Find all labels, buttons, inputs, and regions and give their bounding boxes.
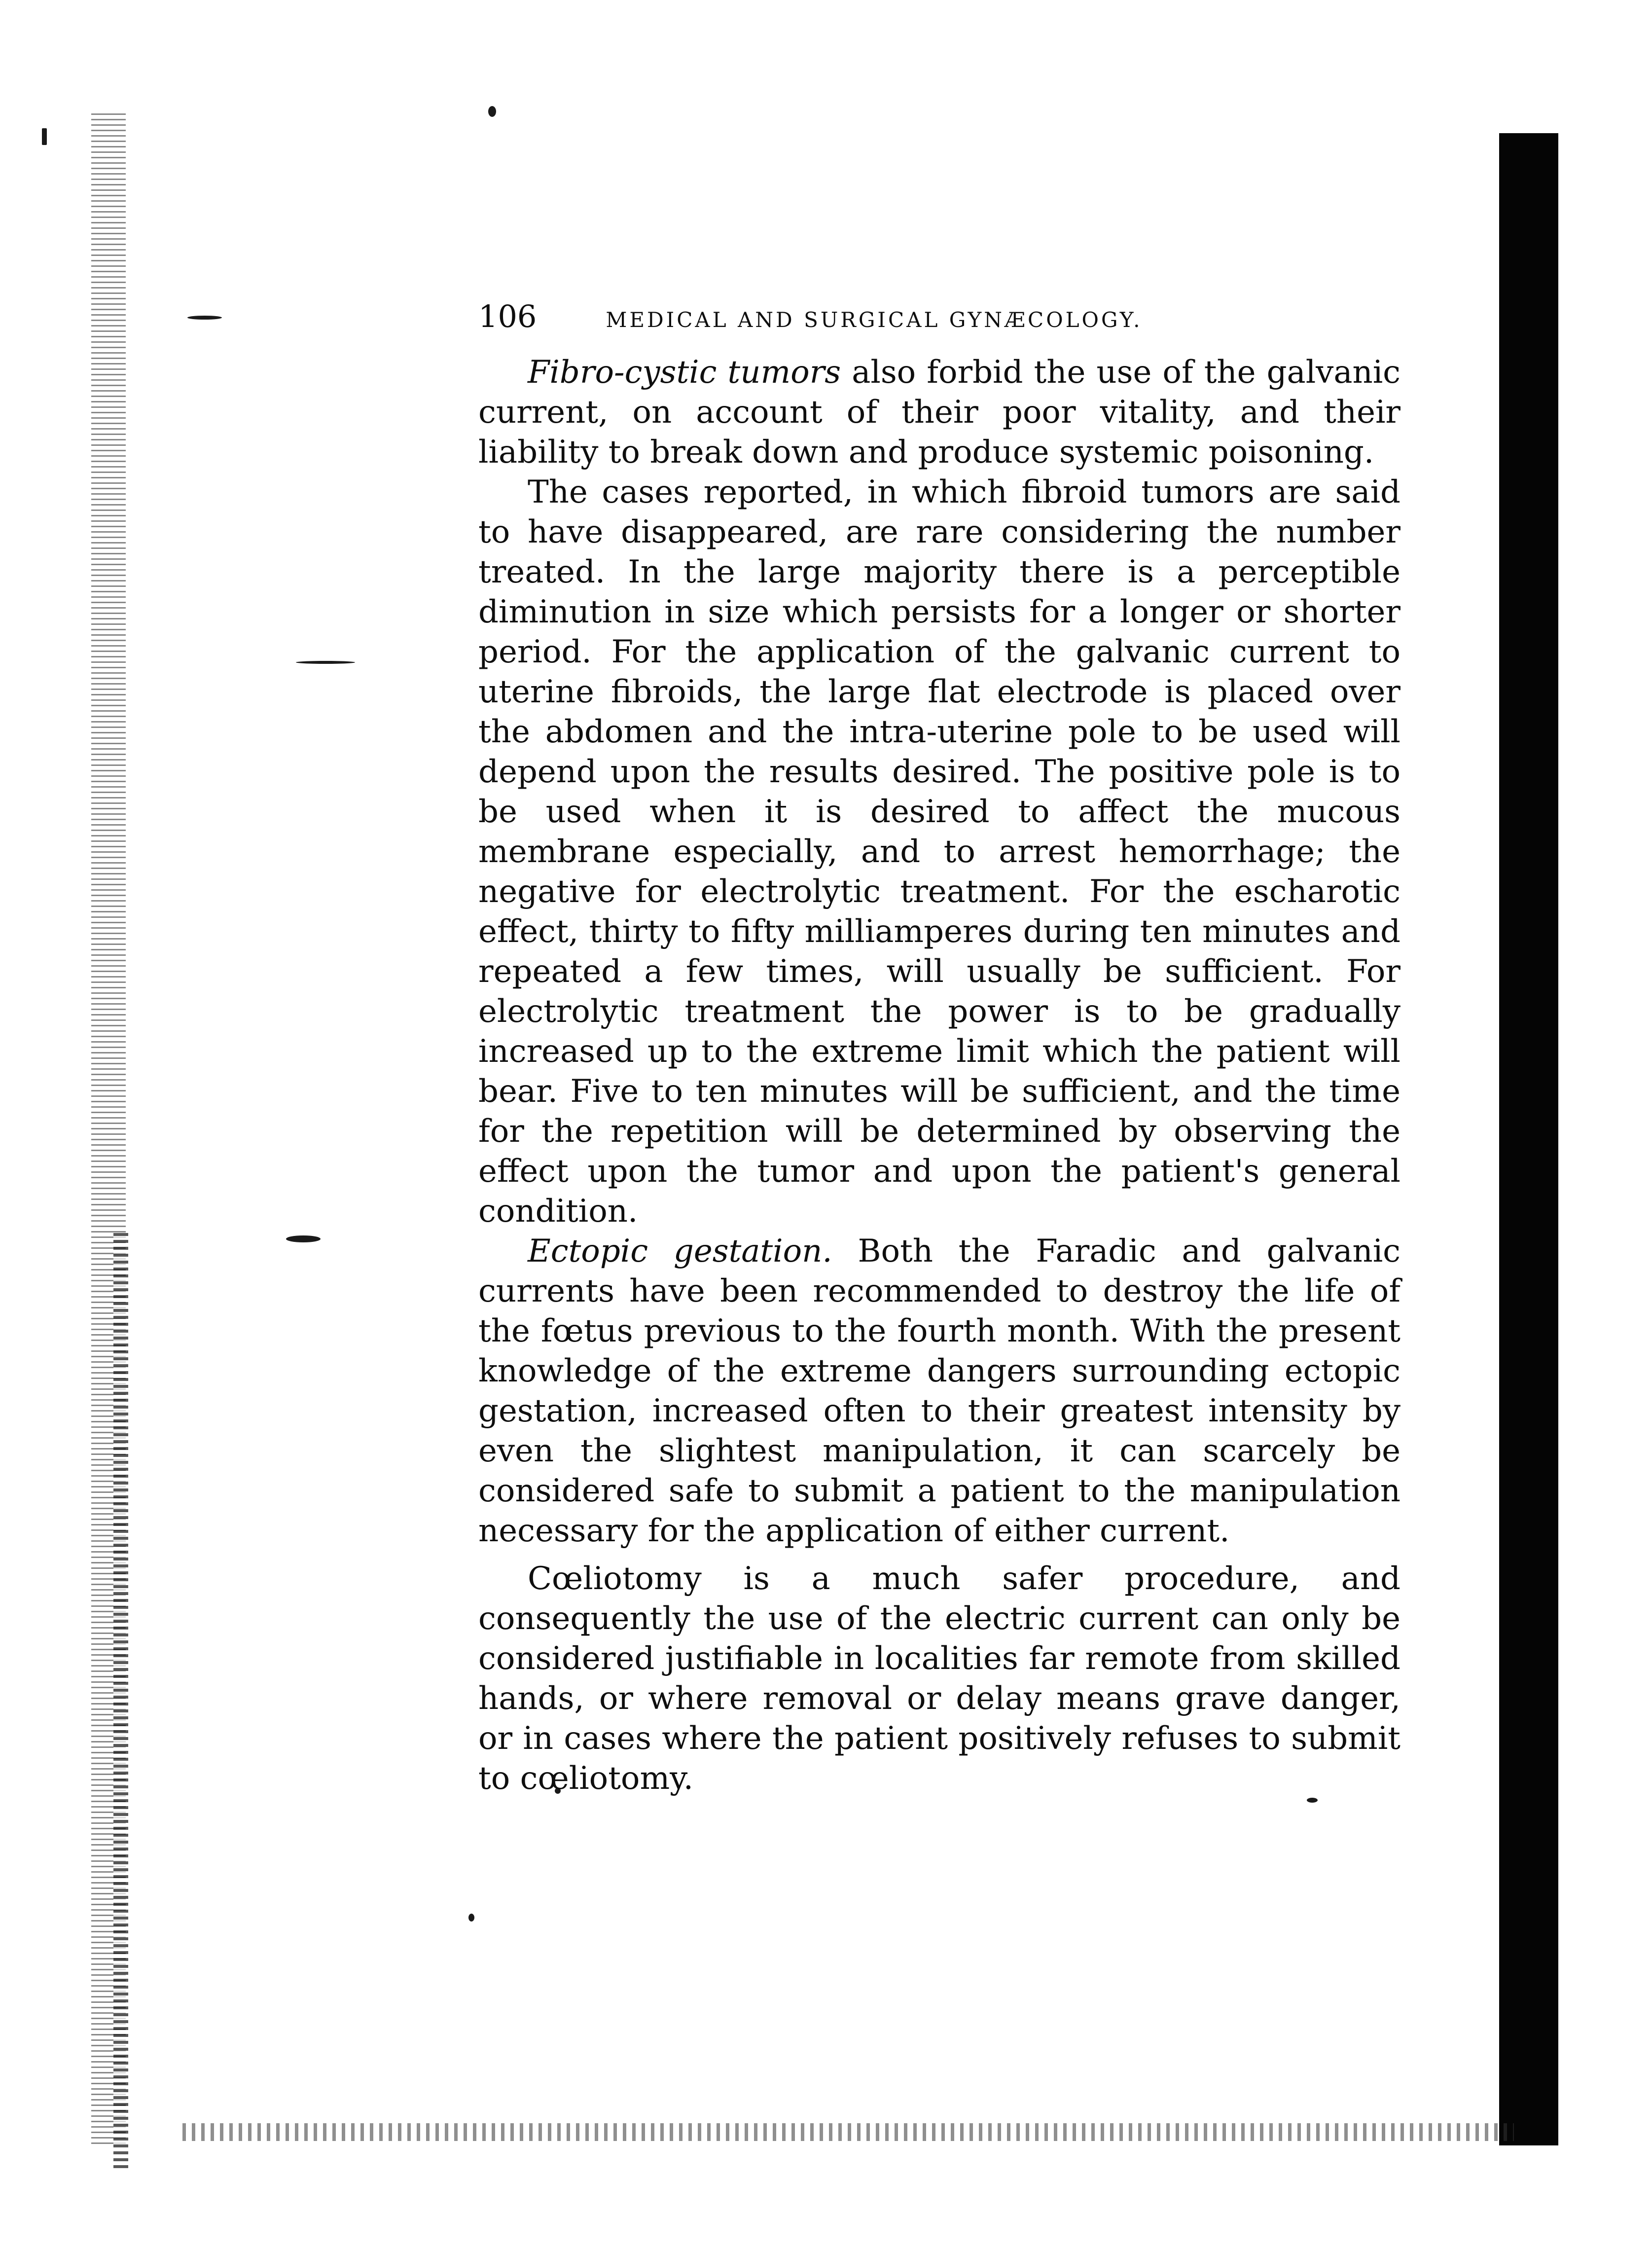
scan-edge-bar-right <box>1499 133 1558 2145</box>
paragraph <box>478 1559 1401 1799</box>
paragraph-lead-italic: Ectopic gestation. <box>528 1233 832 1270</box>
scan-speck <box>296 661 355 664</box>
scan-speck <box>488 106 496 117</box>
running-head-title: MEDICAL AND SURGICAL GYNÆCOLOGY. <box>606 308 1143 332</box>
paragraph <box>478 472 1401 1232</box>
paragraph-text: The cases reported, in which fibroid tumors are said to have disappeared, are rare considering the number treated. In the large majority there is a perceptible diminution in size which persists for a longer or shorter period. For the application of the galvanic current to uterine fibroids, the large flat electrode is placed over the abdomen and the intra-uterine pole to be used will depend upon the results desired. The positive pole is to be used when it is desired to affect the mucous membrane especially, and to arrest hemorrhage; the negative for electrolytic treatment. For the escharotic effect, thirty to fifty milliamperes during ten minutes and repeated a few times, will usually be sufficient. For electrolytic treatment the power is to be gradually increased up to the extreme limit which the patient will bear. Five to ten minutes will be sufficient, and the time for the repetition will be determined by observing the effect upon the tumor and upon the patient's general condition. <box>478 474 1401 1230</box>
paragraph <box>478 1232 1401 1551</box>
scan-speck <box>286 1235 321 1242</box>
scan-gutter-left-dark <box>113 1233 128 2170</box>
scan-speck <box>187 316 222 320</box>
paragraph-text: Cœliotomy is a much safer procedure, and consequently the use of the electric current can only be considered justifiable in localities far remote from skilled hands, or where removal or delay means grave danger, or in cases where the patient positively refuses to submit to cœliotomy. <box>478 1560 1401 1797</box>
scan-speck <box>42 128 47 145</box>
paragraph <box>478 353 1401 472</box>
paragraph-lead-italic: Fibro-cystic tumors <box>528 354 841 391</box>
paragraph-text: Both the Faradic and galvanic currents have been recommended to destroy the life of the fœtus previous to the fourth month. With the present knowledge of the extreme dangers surrounding ectopic gestation, increased often to their greatest intensity by even the slightest manipulation, it can scarcely be considered safe to submit a patient to the manipulation necessary for the application of either current. <box>478 1233 1401 1549</box>
page-body <box>478 298 1401 1799</box>
running-head <box>478 298 1401 343</box>
paragraph-text: also forbid the use of the galvanic current, on account of their poor vitality, and their liability to break down and produce systemic poisoning. <box>478 354 1401 471</box>
page-number: 106 <box>478 298 537 334</box>
scan-bottom-noise <box>182 2123 1514 2141</box>
scan-speck <box>468 1914 474 1922</box>
